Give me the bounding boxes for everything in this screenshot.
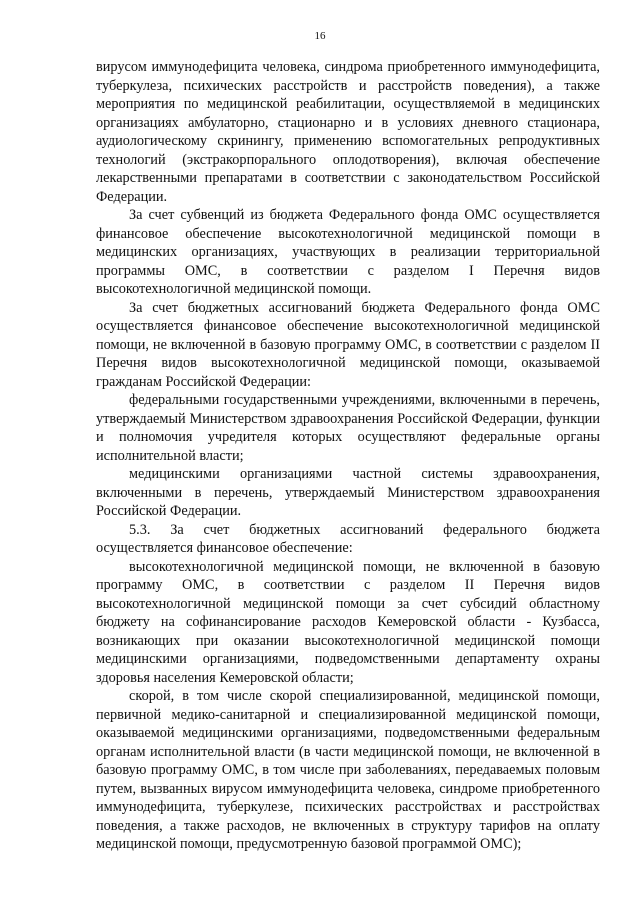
section-5-3-heading: 5.3. За счет бюджетных ассигнований федерального бюджета осуществляется финансовое обеспечение:: [96, 521, 600, 556]
paragraph-budget-allocations: За счет бюджетных ассигнований бюджета Федерального фонда ОМС осуществляется финансовое обеспечение высокотехнологичной медицинской помощи, не включенной в базовую программу ОМС, в соответствии с разделом II Перечня видов высокотехнологичной медицинской помощи, оказываемой гражданам Российской Федерации:: [96, 299, 600, 390]
paragraph-subventions: За счет субвенций из бюджета Федерального фонда ОМС осуществляется финансовое обеспечение высокотехнологичной медицинской помощи в медицинских организациях, участвующих в реализации территориальной программы ОМС, в соответствии с разделом I Перечня видов высокотехнологичной медицинской помощи.: [96, 207, 600, 297]
paragraph-continuation: вирусом иммунодефицита человека, синдрома приобретенного иммунодефицита, туберкулеза, психических расстройств и расстройств поведения), а также мероприятия по медицинской реабилитации, осуществляемой в медицинских организациях амбулаторно, стационарно и в условиях дневного стационара, аудиологическому скринингу, применению вспомогательных репродуктивных технологий (экстракорпорального оплодотворения), включая обеспечение лекарственными препаратами в соответствии с законодательством Российской Федерации.: [96, 59, 600, 205]
page-number: 16: [314, 30, 326, 42]
list-item-private-organizations: медицинскими организациями частной системы здравоохранения, включенными в перечень, утверждаемый Министерством здравоохранения Российской Федерации.: [96, 466, 600, 519]
document-body: [96, 58, 600, 854]
list-item-federal-institutions: федеральными государственными учреждениями, включенными в перечень, утверждаемый Министерством здравоохранения Российской Федерации, функции и полномочия учредителя которых осуществляют федеральные органы исполнительной власти;: [96, 392, 600, 464]
list-item-high-tech-care: высокотехнологичной медицинской помощи, не включенной в базовую программу ОМС, в соответствии с разделом II Перечня видов высокотехнологичной медицинской помощи за счет субсидий областному бюджету на софинансирование расходов Кемеровской области - Кузбасса, возникающих при оказании высокотехнологичной медицинской помощи медицинскими организациями, подведомственными департаменту охраны здоровья населения Кемеровской области;: [96, 558, 600, 686]
list-item-emergency-care: скорой, в том числе скорой специализированной, медицинской помощи, первичной медико-санитарной и специализированной медицинской помощи, оказываемой медицинскими организациями, подведомственными федеральным органам исполнительной власти (в части медицинской помощи, не включенной в базовую программу ОМС, в том числе при заболеваниях, передаваемых половым путем, вызванных вирусом иммунодефицита человека, синдроме приобретенного иммунодефицита, туберкулезе, психических расстройствах и расстройствах поведения, а также расходов, не включенных в структуру тарифов на оплату медицинской помощи, предусмотренную базовой программой ОМС);: [96, 688, 600, 852]
